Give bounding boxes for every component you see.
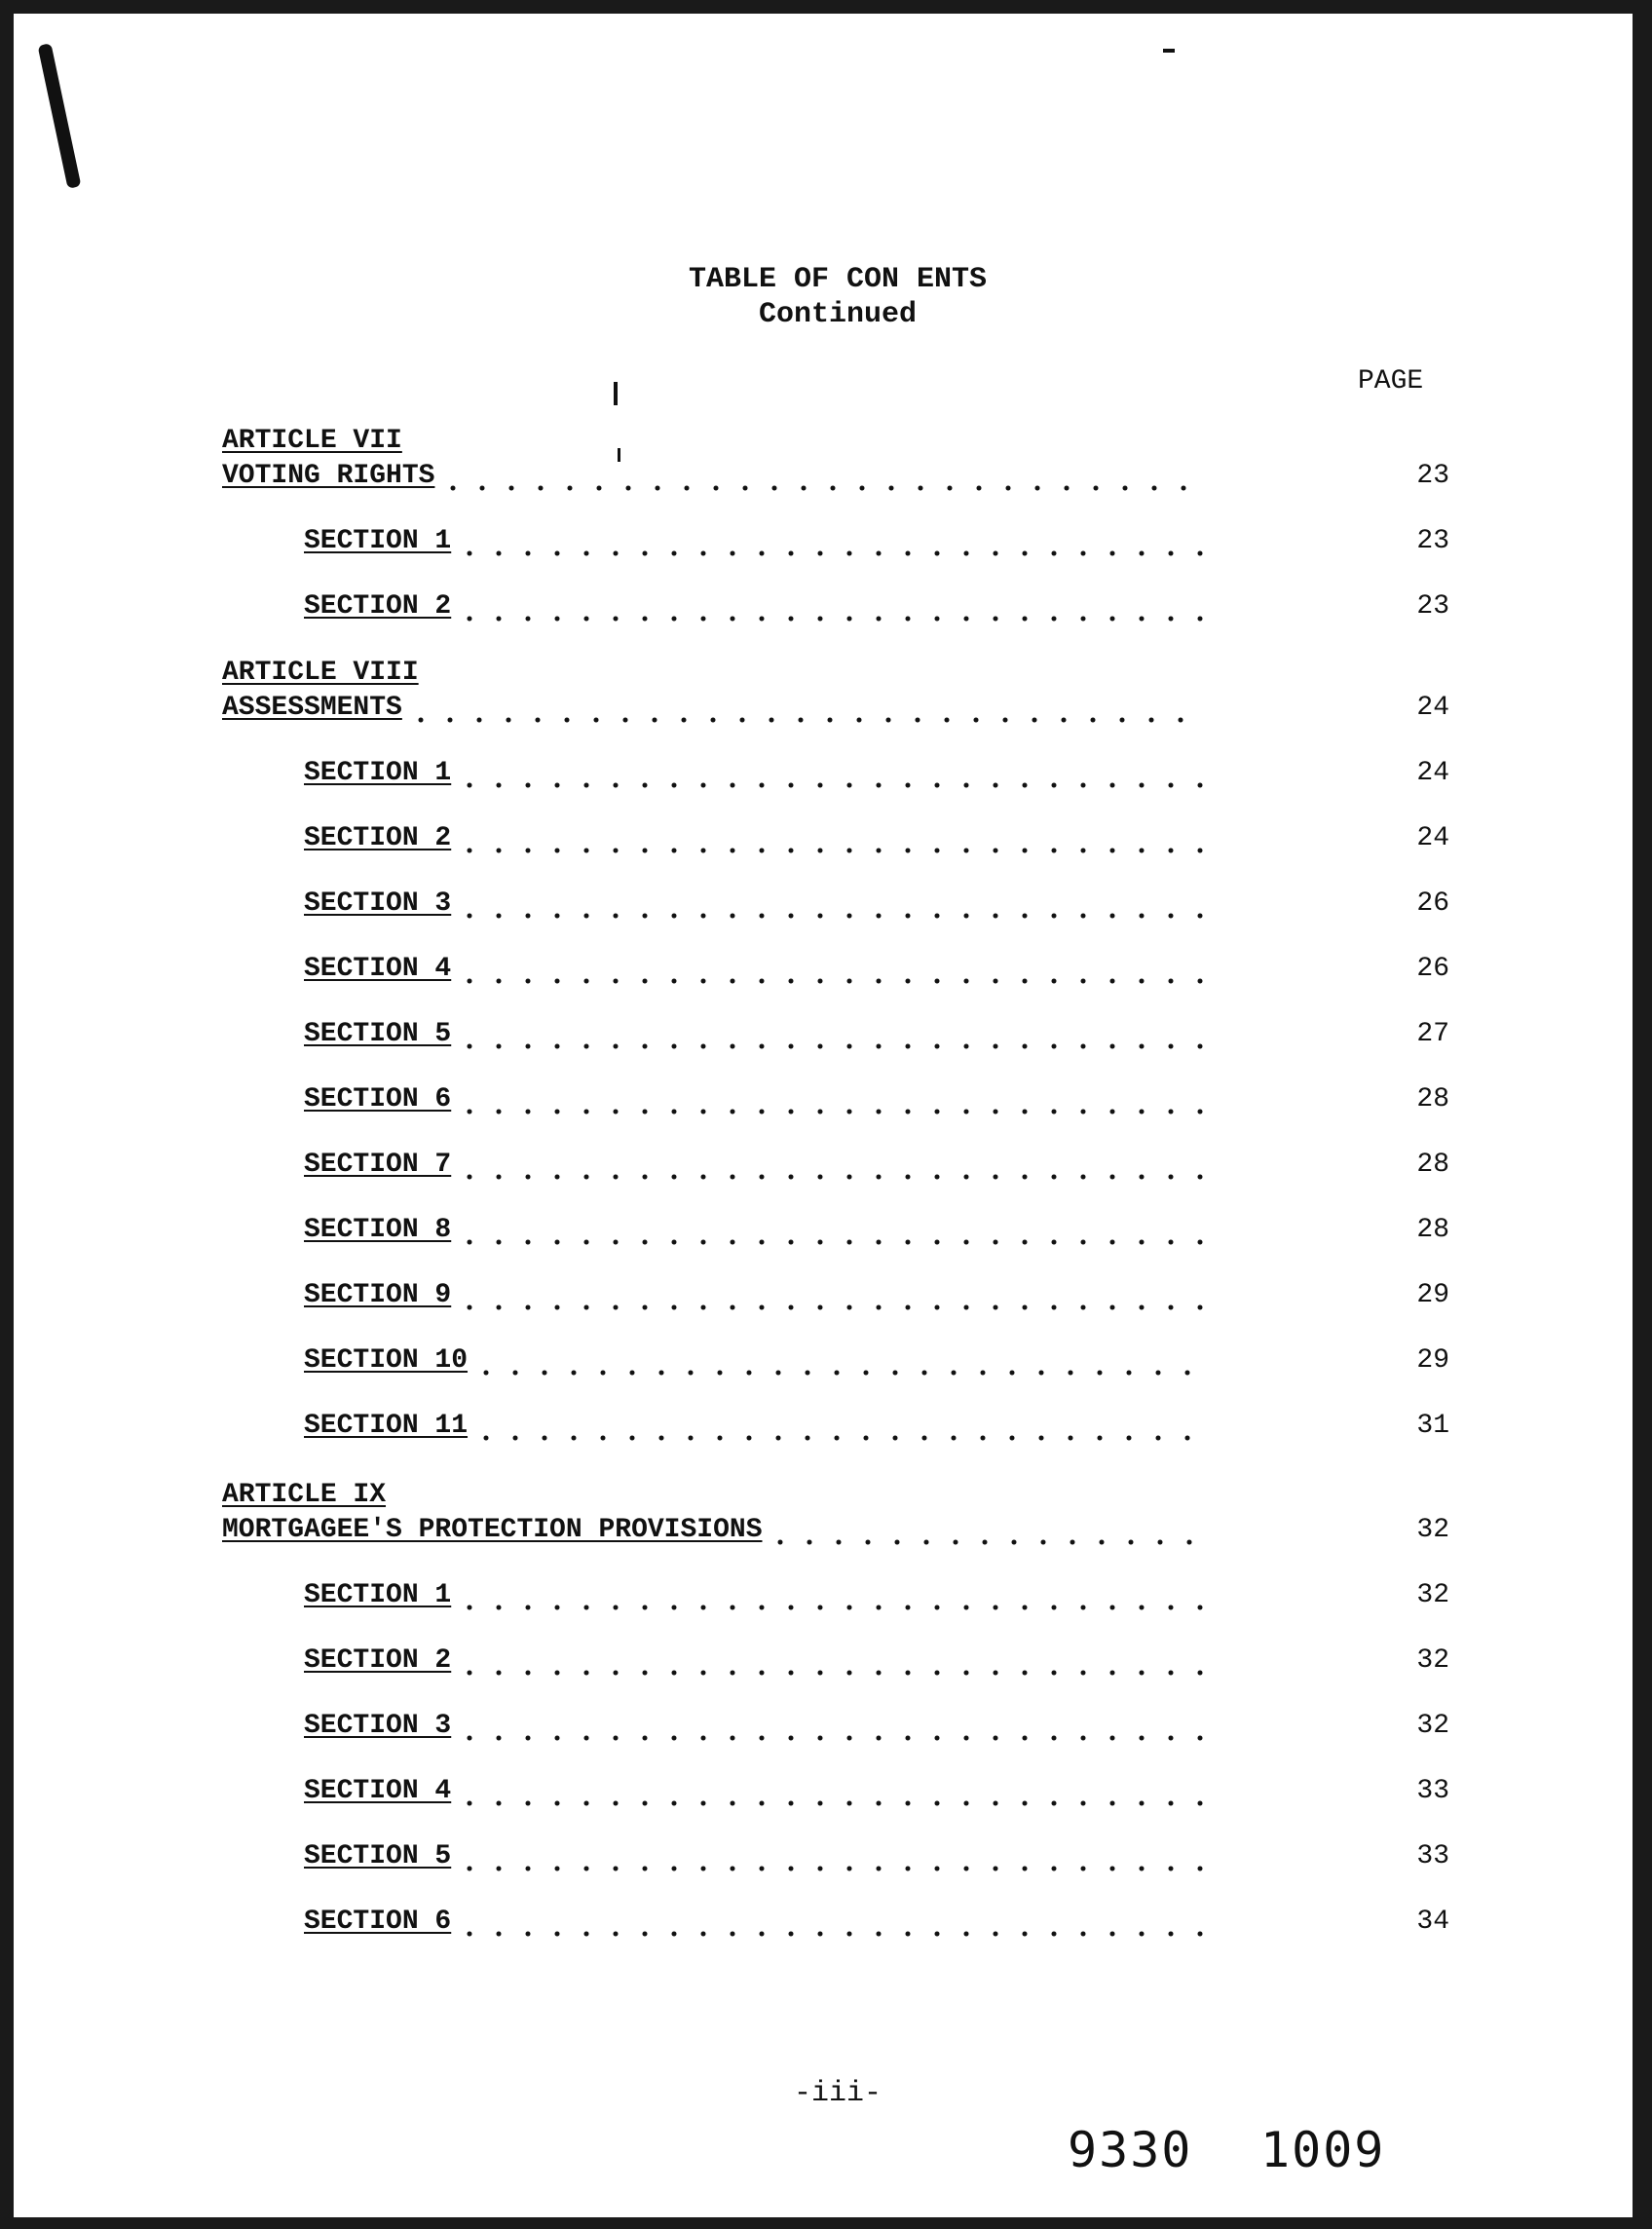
section-label: SECTION 11: [304, 1411, 469, 1441]
page-subtitle: Continued: [758, 298, 918, 331]
article-heading: ARTICLE VIII: [222, 658, 419, 688]
dot-leader: [455, 529, 1206, 558]
toc-page-number: 32: [1416, 1645, 1449, 1676]
section-label: SECTION 2: [304, 823, 452, 853]
dot-leader: [766, 1518, 1206, 1547]
toc-page-number: 32: [1416, 1711, 1449, 1741]
toc-section-entry[interactable]: [222, 1410, 1449, 1445]
toc-page-number: 23: [1416, 526, 1449, 556]
document-number-left: 9330: [1068, 2122, 1193, 2178]
toc-section-entry[interactable]: [222, 1279, 1449, 1314]
section-label: SECTION 8: [304, 1215, 452, 1245]
toc-section-entry[interactable]: [222, 1579, 1449, 1614]
document-number-right: 1009: [1260, 2122, 1386, 2178]
section-label: SECTION 4: [304, 954, 452, 984]
section-label: SECTION 7: [304, 1150, 452, 1180]
toc-page-number: 34: [1416, 1907, 1449, 1937]
toc-article-entry[interactable]: [222, 1514, 1449, 1549]
article-heading: ARTICLE IX: [222, 1480, 387, 1510]
toc-section-entry[interactable]: [222, 1775, 1449, 1810]
page-title: TABLE OF CON ENTS: [688, 263, 988, 296]
dot-leader: [406, 696, 1206, 725]
dot-leader: [455, 1714, 1206, 1743]
section-label: SECTION 3: [304, 1711, 452, 1741]
dot-leader: [455, 1283, 1206, 1312]
dot-leader: [455, 1152, 1206, 1182]
toc-page-number: 33: [1416, 1776, 1449, 1806]
section-label: SECTION 3: [304, 888, 452, 919]
dot-leader: [455, 1218, 1206, 1247]
toc-page-number: 26: [1416, 888, 1449, 919]
dot-leader: [471, 1414, 1206, 1443]
toc-page-number: 24: [1416, 693, 1449, 723]
section-label: SECTION 6: [304, 1084, 452, 1114]
section-label: SECTION 4: [304, 1776, 452, 1806]
dot-leader: [455, 1583, 1206, 1612]
scan-artifact-mark: [38, 43, 82, 189]
page-column-header: PAGE: [1358, 366, 1424, 397]
dot-leader: [455, 594, 1206, 623]
toc-section-entry[interactable]: [222, 757, 1449, 792]
toc-page-number: 24: [1416, 758, 1449, 788]
toc-section-entry[interactable]: [222, 1214, 1449, 1249]
toc-page-number: 24: [1416, 823, 1449, 853]
toc-page-number: 28: [1416, 1084, 1449, 1114]
toc-section-entry[interactable]: [222, 590, 1449, 625]
toc-page-number: 28: [1416, 1150, 1449, 1180]
section-label: SECTION 6: [304, 1907, 452, 1937]
toc-page-number: 27: [1416, 1019, 1449, 1049]
section-label: SECTION 10: [304, 1345, 469, 1376]
toc-section-entry[interactable]: [222, 1149, 1449, 1184]
dot-leader: [455, 1909, 1206, 1939]
dot-leader: [455, 1844, 1206, 1873]
toc-page-number: 32: [1416, 1580, 1449, 1610]
toc-section-entry[interactable]: [222, 1018, 1449, 1053]
toc-section-entry[interactable]: [222, 822, 1449, 857]
toc-article-entry[interactable]: [222, 460, 1449, 495]
toc-page-number: 29: [1416, 1280, 1449, 1310]
toc-section-entry[interactable]: [222, 1906, 1449, 1941]
scan-artifact-tick: [614, 382, 618, 405]
toc-section-entry[interactable]: [222, 888, 1449, 923]
section-label: SECTION 5: [304, 1019, 452, 1049]
dot-leader: [455, 957, 1206, 986]
toc-section-entry[interactable]: [222, 1710, 1449, 1745]
toc-page-number: 33: [1416, 1841, 1449, 1871]
footer-page-number: -iii-: [793, 2077, 882, 2110]
dot-leader: [438, 464, 1206, 493]
dot-leader: [455, 891, 1206, 921]
toc-page-number: 23: [1416, 461, 1449, 491]
toc-page-number: 32: [1416, 1515, 1449, 1545]
toc-page-number: 31: [1416, 1411, 1449, 1441]
dot-leader: [455, 761, 1206, 790]
section-label: SECTION 1: [304, 526, 452, 556]
section-label: SECTION 1: [304, 758, 452, 788]
dot-leader: [455, 1648, 1206, 1678]
scan-artifact-dot: [1163, 49, 1175, 53]
document-page: [14, 14, 1633, 2217]
dot-leader: [455, 1022, 1206, 1051]
toc-page-number: 28: [1416, 1215, 1449, 1245]
toc-page-number: 29: [1416, 1345, 1449, 1376]
section-label: SECTION 9: [304, 1280, 452, 1310]
section-label: SECTION 2: [304, 591, 452, 622]
toc-section-entry[interactable]: [222, 1644, 1449, 1680]
toc-page-number: 23: [1416, 591, 1449, 622]
toc-section-entry[interactable]: [222, 1083, 1449, 1118]
section-label: SECTION 1: [304, 1580, 452, 1610]
toc-section-entry[interactable]: [222, 953, 1449, 988]
toc-article-entry[interactable]: [222, 692, 1449, 727]
article-title: ASSESSMENTS: [222, 693, 402, 723]
dot-leader: [471, 1348, 1206, 1378]
toc-section-entry[interactable]: [222, 525, 1449, 560]
article-heading: ARTICLE VII: [222, 426, 402, 456]
article-title: VOTING RIGHTS: [222, 461, 435, 491]
toc-section-entry[interactable]: [222, 1344, 1449, 1379]
section-label: SECTION 5: [304, 1841, 452, 1871]
toc-section-entry[interactable]: [222, 1840, 1449, 1875]
section-label: SECTION 2: [304, 1645, 452, 1676]
toc-page-number: 26: [1416, 954, 1449, 984]
dot-leader: [455, 826, 1206, 855]
dot-leader: [455, 1779, 1206, 1808]
article-title: MORTGAGEE'S PROTECTION PROVISIONS: [222, 1515, 763, 1545]
dot-leader: [455, 1087, 1206, 1116]
